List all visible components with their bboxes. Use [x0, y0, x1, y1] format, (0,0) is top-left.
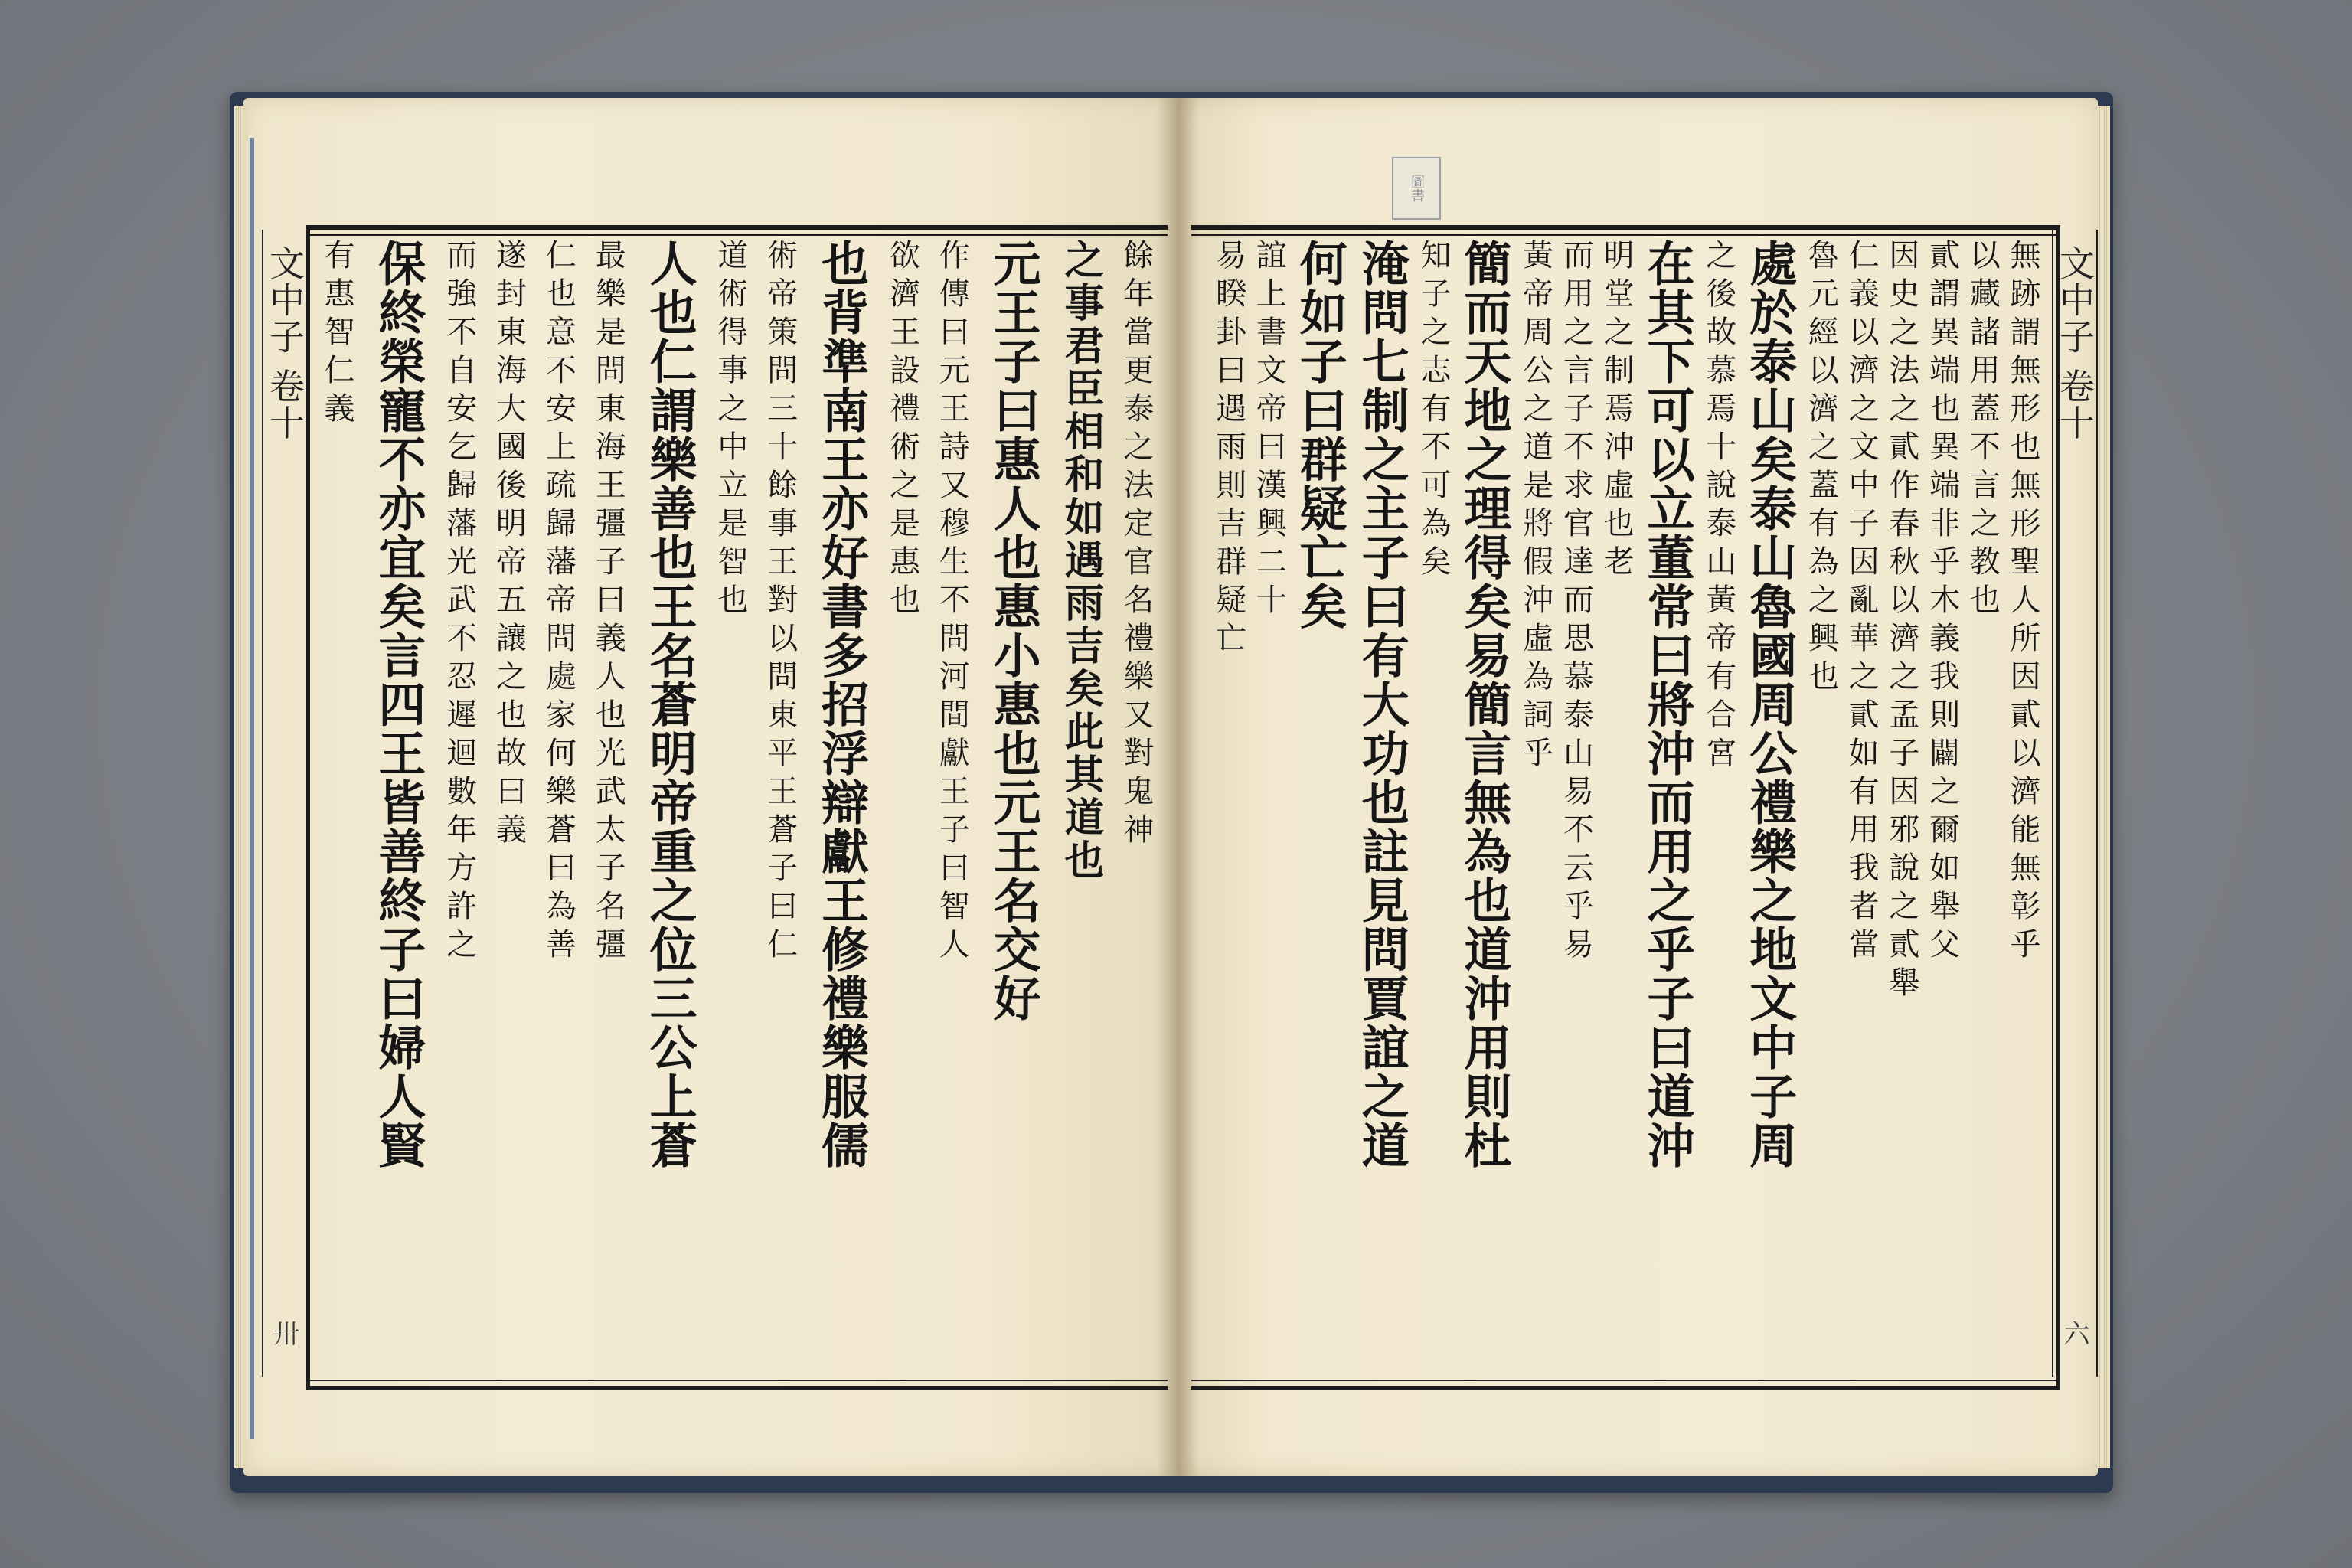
frame-rule-top: [310, 234, 1168, 236]
left-margin-title: 文中子 卷十: [264, 245, 305, 442]
text-column: 元王子曰惠人也惠小惠也元王名交好: [985, 239, 1042, 1023]
text-column: 術帝策問三十餘事王對以問東平王蒼子曰仁: [762, 239, 798, 966]
text-column: 知子之志有不可為矣: [1415, 239, 1451, 583]
text-column: 道術得事之中立是智也: [712, 239, 748, 622]
text-column: 無跡謂無形也無形聖人所因貳以濟能無彰乎: [2005, 239, 2040, 966]
right-page-text: [1210, 239, 2044, 1372]
left-margin-column: [262, 230, 308, 1377]
left-page-text: [315, 239, 1158, 1372]
text-column: 處於泰山矣泰山魯國周公禮樂之地文中子周: [1741, 239, 1798, 1170]
text-column: 作傳曰元王詩又穆生不問河間獻王子曰智人: [934, 239, 970, 966]
text-column: 欲濟王設禮術之是惠也: [884, 239, 920, 622]
text-column: 明堂之制焉沖虛也老: [1599, 239, 1635, 583]
text-column: 最樂是問東海王彊子曰義人也光武太子名彊: [590, 239, 626, 966]
text-column: 之事君臣相和如遇雨吉矣此其道也: [1057, 239, 1104, 882]
text-column: 何如子曰群疑亡矣: [1292, 239, 1348, 631]
right-margin-title: 文中子 卷十: [2054, 245, 2096, 442]
text-column: 貳謂異端也異端非乎木義我則闢之爾如舉父: [1924, 239, 1960, 966]
text-column: 仁也意不安上疏歸藩帝問處家何樂蒼曰為善: [541, 239, 577, 966]
text-column: 遂封東海大國後明帝五讓之也故曰義: [491, 239, 527, 851]
text-column: 在其下可以立董常曰將沖而用之乎子曰道沖: [1639, 239, 1696, 1170]
text-column: 人也仁謂樂善也王名蒼明帝重之位三公上蒼: [642, 239, 698, 1170]
library-stamp: [1392, 157, 1441, 220]
left-margin-page-number: 卅: [269, 1320, 299, 1346]
text-column: 易睽卦曰遇雨則吉群疑亡: [1210, 239, 1246, 660]
text-column: 誼上書文帝曰漢興二十: [1251, 239, 1287, 622]
text-column: 因史之法之貳作春秋以濟之孟子因邪說之貳舉: [1883, 239, 1919, 1004]
text-column: 黃帝周公之道是將假沖虛為詞乎: [1517, 239, 1553, 775]
page-edges-right: [2098, 106, 2110, 1468]
text-column: 有惠智仁義: [319, 239, 354, 430]
text-column: 魯元經以濟之蓋有為之興也: [1803, 239, 1839, 698]
frame-rule-bottom: [1191, 1380, 2056, 1381]
text-column: 保終榮寵不亦宜矣言四王皆善終子曰婦人賢: [370, 239, 426, 1170]
text-column: 也背準南王亦好書多招浮辯獻王修禮樂服儒: [813, 239, 870, 1170]
text-column: 而用之言子不求官達而思慕泰山易不云乎易: [1558, 239, 1594, 966]
frame-rule-top: [1191, 234, 2056, 236]
right-margin-column: [2052, 230, 2098, 1377]
text-column: 而強不自安乞歸藩光武不忍遲迴數年方許之: [441, 239, 477, 966]
frame-rule-bottom: [310, 1380, 1168, 1381]
library-stamp-text: 圖書: [1409, 175, 1425, 202]
text-column: 簡而天地之理得矣易簡言無為也道沖用則杜: [1455, 239, 1512, 1170]
text-column: 以藏諸用蓋不言之教也: [1965, 239, 2001, 622]
right-margin-page-number: 六: [2059, 1320, 2089, 1346]
text-column: 仁義以濟之文中子因亂華之貳如有用我者當: [1844, 239, 1880, 966]
text-column: 餘年當更泰之法定官名禮樂又對鬼神: [1118, 239, 1154, 851]
text-column: 淹問七制之主子曰有大功也註見問賈誼之道: [1354, 239, 1410, 1170]
cover-spine-edge: [250, 138, 254, 1439]
text-column: 之後故慕焉十說泰山黃帝有合宮: [1700, 239, 1736, 775]
